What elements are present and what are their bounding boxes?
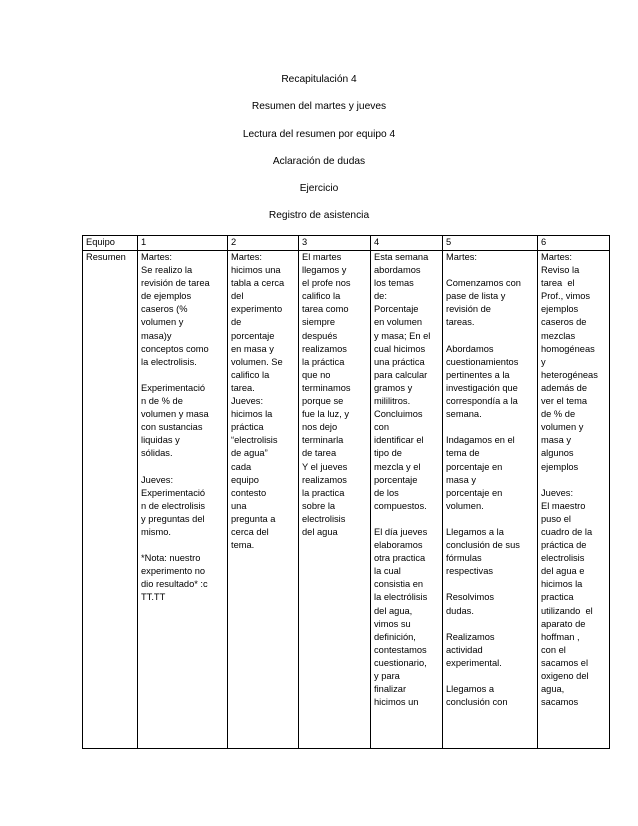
summary-cell-team-2: Martes: hicimos una tabla a cerca del experimento de porcentaje en masa y volumen. Se califico la tarea. Jueves: hicimos la práctica “electrolisis de agua” cada equipo contesto una pregunta a cerca del tema. [231,252,285,551]
header-cell-team-6: 6 [538,236,610,251]
summary-cell-team-3: El martes llegamos y el profe nos califico la tarea como siempre después realizamos la práctica que no terminamos porque se fue la luz, y nos dejo terminarla de tarea Y el jueves realizamos la practica sobre la electrolisis del agua [302,252,351,537]
header-line-attendance: Registro de asistencia [268,210,370,221]
summary-cell-team-4: Esta semana abordamos los temas de: Porcentaje en volumen y masa; En el cual hicimos una práctica para calcular gramos y mililitros. Concluimos con identificar el tipo de mezcla y el porcentaje de los compuestos. El día jueves elaboramos otra practica la cual consistia en la electrólisis del agua, vimos su definición, contestamos cuestionario, y para finalizar hicimos un [374,252,431,708]
header-cell-team-4: 4 [371,236,443,251]
header-cell-equipo: Equipo [83,236,138,251]
summary-table [82,235,610,749]
header-line-summary: Resumen del martes y jueves [251,101,387,112]
header-line-exercise: Ejercicio [299,183,339,194]
header-title: Recapitulación 4 [281,74,357,85]
header-cell-team-5: 5 [443,236,538,251]
summary-cell-team-5: Martes: Comenzamos con pase de lista y revisión de tareas. Abordamos cuestionamientos pertinentes a la investigación que correspondía a la semana. Indagamos en el tema de porcentaje en masa y porcentaje en volumen. Llegamos a la conclusión de sus fórmulas respectivas Resolvimos dudas. Realizamos actividad experimental. Llegamos a conclusión con [446,252,521,708]
header-line-doubts: Aclaración de dudas [272,156,366,167]
header-line-reading: Lectura del resumen por equipo 4 [242,129,396,140]
summary-cell-team-1: Martes: Se realizo la revisión de tarea de ejemplos caseros (% volumen y masa)y conceptos como la electrolisis. Experimentació n de % de volumen y masa con sustancias liquidas y sólidas. Jueves: Experimentació n de electrolisis y preguntas del mismo. *Nota: nuestro experimento no dio resultado* :c TT.TT [141,252,210,603]
row-label-resumen: Resumen [83,251,138,749]
header-cell-team-2: 2 [228,236,299,251]
table-header-row [83,236,610,251]
header-cell-team-1: 1 [138,236,228,251]
table-row-resumen [83,251,610,749]
summary-cell-team-6: Martes: Reviso la tarea el Prof., vimos ejemplos caseros de mezclas homogéneas y heterogéneas además de ver el tema de % de volumen y masa y algunos ejemplos Jueves: El maestro puso el cuadro de la práctica de electrolisis del agua e hicimos la practica utilizando el aparato de hoffman , con el sacamos el oxigeno del agua, sacamos [541,252,598,708]
header-cell-team-3: 3 [299,236,371,251]
